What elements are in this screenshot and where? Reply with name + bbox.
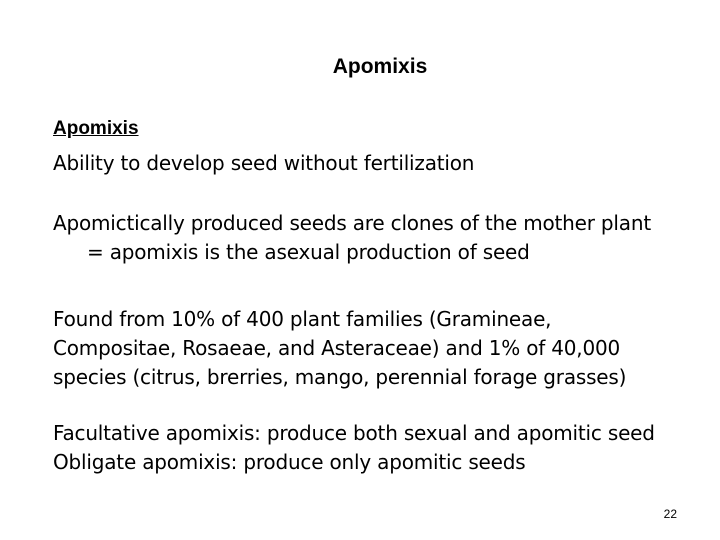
slide-title: Apomixis bbox=[332, 55, 428, 78]
distribution-paragraph bbox=[53, 305, 713, 392]
clones-line-2: = apomixis is the asexual production of seed bbox=[87, 240, 530, 264]
definition-text: Ability to develop seed without fertilization bbox=[53, 151, 475, 175]
apomixis-types bbox=[53, 419, 713, 477]
subheading: Apomixis bbox=[53, 118, 139, 139]
clones-line-1: Apomictically produced seeds are clones of the mother plant bbox=[53, 211, 651, 235]
distribution-line-2: Compositae, Rosaeae, and Asteraceae) and 1% of 40,000 bbox=[53, 336, 621, 360]
page-number: 22 bbox=[663, 507, 677, 521]
clones-paragraph bbox=[53, 209, 713, 267]
distribution-line-1: Found from 10% of 400 plant families (Gramineae, bbox=[53, 307, 552, 331]
distribution-line-3: species (citrus, brerries, mango, perennial forage grasses) bbox=[53, 365, 627, 389]
facultative-apomixis: Facultative apomixis: produce both sexual and apomitic seed bbox=[53, 421, 655, 445]
obligate-apomixis: Obligate apomixis: produce only apomitic seeds bbox=[53, 450, 526, 474]
